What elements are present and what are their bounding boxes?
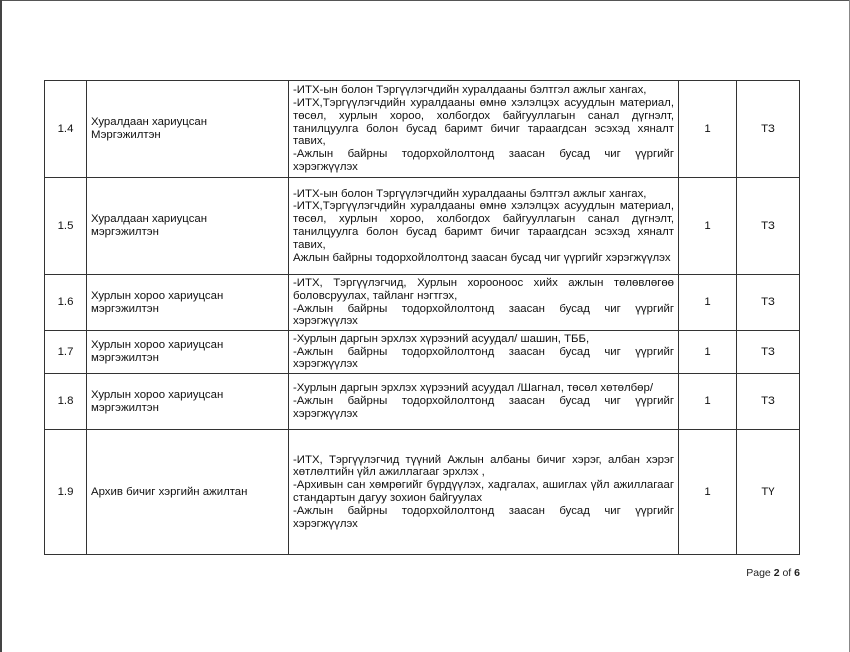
duty-line: -Ажлын байрны тодорхойлолтонд заасан бусад чиг үүргийг хэрэгжүүлэх bbox=[293, 345, 674, 371]
duty-line: -ИТХ, Тэргүүлэгчид, Хурлын хорооноос хийх ажлын төлөвлөгөө боловсруулах, тайланг нэгтгэх, bbox=[293, 276, 674, 302]
position-title-line: мэргэжилтэн bbox=[91, 401, 159, 414]
duty-line: -Хурлын даргын эрхлэх хүрээний асуудал/ шашин, ТББ, bbox=[293, 332, 590, 345]
duties bbox=[289, 331, 679, 374]
position-title-line: мэргэжилтэн bbox=[91, 352, 159, 364]
position-code: ТЗ bbox=[737, 81, 800, 178]
table-row bbox=[45, 275, 800, 331]
position-title-line: Хуралдаан хариуцсан bbox=[91, 116, 208, 129]
table-row bbox=[45, 331, 800, 374]
row-number: 1.9 bbox=[45, 430, 87, 555]
headcount: 1 bbox=[679, 374, 737, 430]
duty-line: -ИТХ-ын болон Тэргүүлэгчдийн хуралдааны бэлтгэл ажлыг хангах, bbox=[293, 84, 647, 97]
page-edge-top bbox=[0, 0, 850, 1]
position-code: ТЗ bbox=[737, 374, 800, 430]
duties bbox=[289, 430, 679, 555]
duty-line: Ажлын байрны тодорхойлолтонд заасан бусад чиг үүргийг хэрэгжүүлэх bbox=[293, 251, 671, 264]
staff-table bbox=[44, 80, 800, 555]
page-number bbox=[746, 567, 800, 579]
position-title-line: мэргэжилтэн bbox=[91, 302, 159, 315]
duties bbox=[289, 81, 679, 178]
duties bbox=[289, 178, 679, 275]
position-title-line: Хурлын хороо хариуцсан bbox=[91, 388, 224, 401]
position-title bbox=[87, 81, 289, 178]
position-title bbox=[87, 430, 289, 555]
page-current: 2 bbox=[773, 567, 780, 579]
duty-line: -ИТХ,Тэргүүлэгчдийн хуралдааны өмнө хэлэлцэх асуудлын материал, төсөл, хурлын хороо, холбогдох байгууллагын санал дүгнэлт, танилцуулга болон бусад баримт бичиг тараагдсан эсэхэд хяналт тавих, bbox=[293, 200, 674, 251]
position-code: ТҮ bbox=[737, 430, 800, 555]
duty-line: -Ажлын байрны тодорхойлолтонд заасан бусад чиг үүргийг хэрэгжүүлэх bbox=[293, 504, 674, 530]
position-title-line: Хурлын хороо хариуцсан bbox=[91, 289, 224, 302]
headcount: 1 bbox=[679, 81, 737, 178]
duty-line: -Хурлын даргын эрхлэх хүрээний асуудал /Шагнал, төсөл хөтөлбөр/ bbox=[293, 382, 653, 395]
position-title-line: Архив бичиг хэргийн ажилтан bbox=[91, 485, 248, 498]
of-word: of bbox=[782, 567, 792, 579]
duty-line: -Архивын сан хөмрөгийг бүрдүүлэх, хадгалах, ашиглах үйл ажиллагааг стандартын дагуу зохион байгуулах bbox=[293, 479, 674, 504]
position-title-line: мэргэжилтэн bbox=[91, 226, 159, 238]
duty-line: -ИТХ, Тэргүүлэгчид түүний Ажлын албаны бичиг хэрэг, албан хэрэг хөтлөлтийн үйл ажиллагааг эрхлэх , bbox=[293, 453, 674, 479]
duty-line: -ИТХ-ын болон Тэргүүлэгчдийн хуралдааны бэлтгэл ажлыг хангах, bbox=[293, 187, 647, 200]
duty-line: -ИТХ,Тэргүүлэгчдийн хуралдааны өмнө хэлэлцэх асуудлын материал, төсөл, хурлын хороо, холбогдох байгууллагын санал дүгнэлт, танилцуулга болон бусад баримт бичиг тараагдсан эсэхэд хяналт тавих, bbox=[293, 97, 674, 148]
row-number: 1.5 bbox=[45, 178, 87, 275]
position-title-line: Хуралдаан хариуцсан bbox=[91, 213, 208, 226]
duty-line: -Ажлын байрны тодорхойлолтонд заасан бусад чиг үүргийг хэрэгжүүлэх bbox=[293, 148, 674, 173]
position-title bbox=[87, 178, 289, 275]
position-title bbox=[87, 374, 289, 430]
position-title-line: Хурлын хороо хариуцсан bbox=[91, 339, 224, 352]
table-row bbox=[45, 81, 800, 178]
page-total: 6 bbox=[794, 567, 800, 579]
position-title bbox=[87, 331, 289, 374]
duty-line: -Ажлын байрны тодорхойлолтонд заасан бусад чиг үүргийг хэрэгжүүлэх bbox=[293, 395, 674, 420]
duty-line: -Ажлын байрны тодорхойлолтонд заасан бусад чиг үүргийг хэрэгжүүлэх bbox=[293, 302, 674, 328]
page-edge-left bbox=[0, 0, 2, 652]
page-word: Page bbox=[746, 567, 771, 579]
row-number: 1.6 bbox=[45, 275, 87, 331]
headcount: 1 bbox=[679, 178, 737, 275]
headcount: 1 bbox=[679, 331, 737, 374]
position-code: ТЗ bbox=[737, 275, 800, 331]
headcount: 1 bbox=[679, 275, 737, 331]
row-number: 1.7 bbox=[45, 331, 87, 374]
table-row bbox=[45, 374, 800, 430]
duties bbox=[289, 374, 679, 430]
row-number: 1.8 bbox=[45, 374, 87, 430]
duties bbox=[289, 275, 679, 331]
position-title bbox=[87, 275, 289, 331]
position-code: ТЗ bbox=[737, 331, 800, 374]
row-number: 1.4 bbox=[45, 81, 87, 178]
headcount: 1 bbox=[679, 430, 737, 555]
table-row bbox=[45, 178, 800, 275]
position-code: ТЗ bbox=[737, 178, 800, 275]
table-row bbox=[45, 430, 800, 555]
position-title-line: Мэргэжилтэн bbox=[91, 129, 161, 141]
